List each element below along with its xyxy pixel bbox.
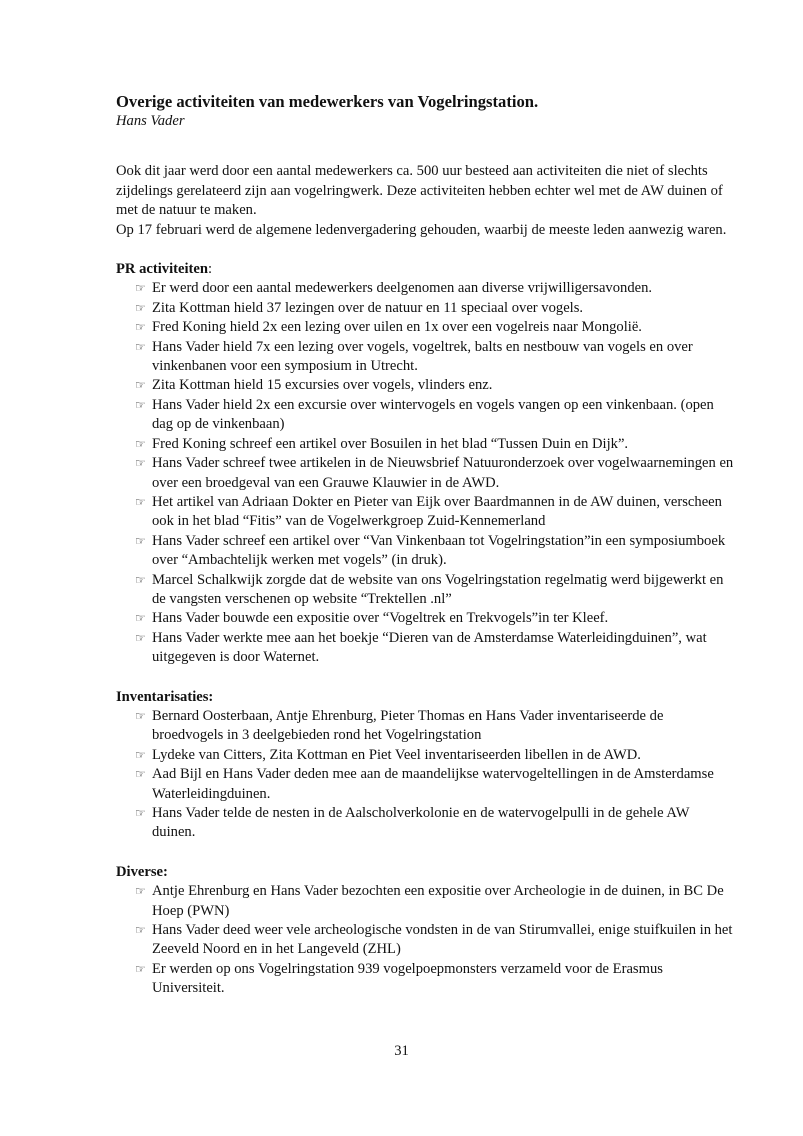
list-item bbox=[116, 454, 736, 493]
pointing-hand-icon: ☞ bbox=[135, 806, 146, 820]
list-item-text: Zita Kottman hield 37 lezingen over de natuur en 11 speciaal over vogels. bbox=[152, 299, 584, 316]
pointing-hand-icon: ☞ bbox=[135, 456, 146, 471]
intro-text bbox=[116, 162, 736, 240]
list-item-text: Hans Vader bouwde een expositie over “Vogeltrek en Trekvogels”in ter Kleef. bbox=[152, 610, 609, 627]
list-item bbox=[116, 571, 736, 610]
list-item-text: Fred Koning hield 2x een lezing over uilen en 1x over een vogelreis naar Mongolië. bbox=[152, 319, 642, 336]
list-item-text: Hans Vader hield 7x een lezing over vogels, vogeltrek, balts en nestbouw van vogels en over vinkenbanen voor een symposium in Utrecht. bbox=[152, 338, 693, 375]
pointing-hand-icon: ☞ bbox=[135, 572, 146, 587]
section-heading bbox=[116, 863, 736, 882]
list-item-text: Er werden op ons Vogelringstation 939 vogelpoepmonsters verzameld voor de Erasmus Universiteit. bbox=[152, 960, 663, 997]
pointing-hand-icon: ☞ bbox=[135, 320, 146, 335]
list-item-text: Marcel Schalkwijk zorgde dat de website van ons Vogelringstation regelmatig werd bijgewerkt en de vangsten verschenen op website “Trektellen .nl” bbox=[152, 571, 724, 607]
article-title: Overige activiteiten van medewerkers van Vogelringstation. bbox=[116, 92, 539, 111]
list-item bbox=[116, 493, 736, 532]
list-item-text: Zita Kottman hield 15 excursies over vogels, vlinders enz. bbox=[152, 377, 493, 394]
list-item bbox=[116, 532, 736, 571]
list-item bbox=[116, 435, 736, 454]
pointing-hand-icon: ☞ bbox=[135, 767, 146, 782]
list-item-text: Lydeke van Citters, Zita Kottman en Piet Veel inventariseerden libellen in de AWD. bbox=[152, 746, 641, 763]
pointing-hand-icon: ☞ bbox=[135, 281, 146, 296]
list-item bbox=[116, 318, 736, 337]
list-item bbox=[116, 746, 736, 765]
intro-paragraph: Ook dit jaar werd door een aantal medewerkers ca. 500 uur besteed aan activiteiten die niet of slechts zijdelings gerelateerd zijn aan vogelringwerk. Deze activiteiten hebben echter wel met de AW duinen of met de natuur te maken. bbox=[116, 163, 723, 219]
pointing-hand-icon: ☞ bbox=[135, 708, 146, 723]
list-item-text: Hans Vader hield 2x een excursie over wintervogels en vogels vangen op een vinkenbaan. (open dag op de vinkenbaan) bbox=[152, 396, 714, 433]
pointing-hand-icon: ☞ bbox=[135, 378, 146, 393]
pointing-hand-icon: ☞ bbox=[135, 436, 146, 451]
list-item bbox=[116, 609, 736, 628]
list-item-text: Hans Vader telde de nesten in de Aalscholverkolonie en de watervogelpulli in de gehele AW duinen. bbox=[152, 805, 690, 841]
section-heading bbox=[116, 260, 736, 279]
bullet-list bbox=[116, 707, 736, 843]
section bbox=[116, 688, 736, 843]
section bbox=[116, 260, 736, 668]
list-item-text: Hans Vader schreef een artikel over “Van Vinkenbaan tot Vogelringstation”in een symposiumboek over “Ambachtelijk werken met vogels” (in druk). bbox=[152, 532, 726, 569]
pointing-hand-icon: ☞ bbox=[135, 961, 146, 976]
list-item-text: Het artikel van Adriaan Dokter en Pieter van Eijk over Baardmannen in de AW duinen, verscheen ook in het blad “Fitis” van de Vogelwerkgroep Zuid-Kennemerland bbox=[152, 493, 722, 530]
list-item-text: Hans Vader deed weer vele archeologische vondsten in de van Stirumvallei, enige stuifkuilen in het Zeeveld Noord en in het Langeveld (ZHL) bbox=[152, 922, 733, 958]
pointing-hand-icon: ☞ bbox=[135, 533, 146, 548]
list-item-text: Hans Vader werkte mee aan het boekje “Dieren van de Amsterdamse Waterleidingduinen”, wat uitgegeven is door Waternet. bbox=[152, 629, 707, 666]
list-item bbox=[116, 629, 736, 668]
section bbox=[116, 863, 736, 999]
list-item bbox=[116, 921, 736, 960]
pointing-hand-icon: ☞ bbox=[135, 300, 146, 315]
pointing-hand-icon: ☞ bbox=[135, 884, 146, 899]
list-item bbox=[116, 960, 736, 999]
list-item-text: Bernard Oosterbaan, Antje Ehrenburg, Pieter Thomas en Hans Vader inventariseerde de broedvogels in 3 deelgebieden rond het Vogelringstation bbox=[152, 707, 664, 744]
list-item bbox=[116, 338, 736, 377]
section-heading-label: PR activiteiten bbox=[116, 261, 208, 278]
list-item bbox=[116, 707, 736, 746]
pointing-hand-icon: ☞ bbox=[135, 397, 146, 412]
pointing-hand-icon: ☞ bbox=[135, 611, 146, 626]
list-item bbox=[116, 804, 736, 843]
intro-paragraph: Op 17 februari werd de algemene ledenvergadering gehouden, waarbij de meeste leden aanwezig waren. bbox=[116, 221, 727, 238]
bullet-list bbox=[116, 882, 736, 998]
pointing-hand-icon: ☞ bbox=[135, 747, 146, 762]
list-item bbox=[116, 882, 736, 921]
pointing-hand-icon: ☞ bbox=[135, 494, 146, 509]
list-item-text: Hans Vader schreef twee artikelen in de Nieuwsbrief Natuuronderzoek over vogelwaarnemingen en over een broedgeval van een Grauwe Klauwier in de AWD. bbox=[152, 455, 734, 491]
sections bbox=[116, 260, 736, 999]
pointing-hand-icon: ☞ bbox=[135, 923, 146, 938]
list-item bbox=[116, 765, 736, 804]
pointing-hand-icon: ☞ bbox=[135, 630, 146, 645]
list-item-text: Er werd door een aantal medewerkers deelgenomen aan diverse vrijwilligersavonden. bbox=[152, 280, 653, 297]
list-item-text: Fred Koning schreef een artikel over Bosuilen in het blad “Tussen Duin en Dijk”. bbox=[152, 435, 629, 452]
section-heading-label: Diverse: bbox=[116, 863, 168, 880]
article-author: Hans Vader bbox=[116, 113, 185, 129]
bullet-list bbox=[116, 279, 736, 667]
list-item-text: Aad Bijl en Hans Vader deden mee aan de maandelijkse watervogeltellingen in de Amsterdamse Waterleidingduinen. bbox=[152, 766, 714, 802]
list-item-text: Antje Ehrenburg en Hans Vader bezochten een expositie over Archeologie in de duinen, in BC De Hoep (PWN) bbox=[152, 883, 724, 919]
pointing-hand-icon: ☞ bbox=[135, 339, 146, 354]
list-item bbox=[116, 279, 736, 298]
page-content bbox=[116, 92, 736, 999]
section-heading-label: Inventarisaties: bbox=[116, 688, 214, 705]
list-item bbox=[116, 376, 736, 395]
section-heading bbox=[116, 688, 736, 707]
section-heading-suffix: : bbox=[208, 261, 213, 278]
list-item bbox=[116, 299, 736, 318]
list-item bbox=[116, 396, 736, 435]
page-number: 31 bbox=[394, 1043, 409, 1059]
